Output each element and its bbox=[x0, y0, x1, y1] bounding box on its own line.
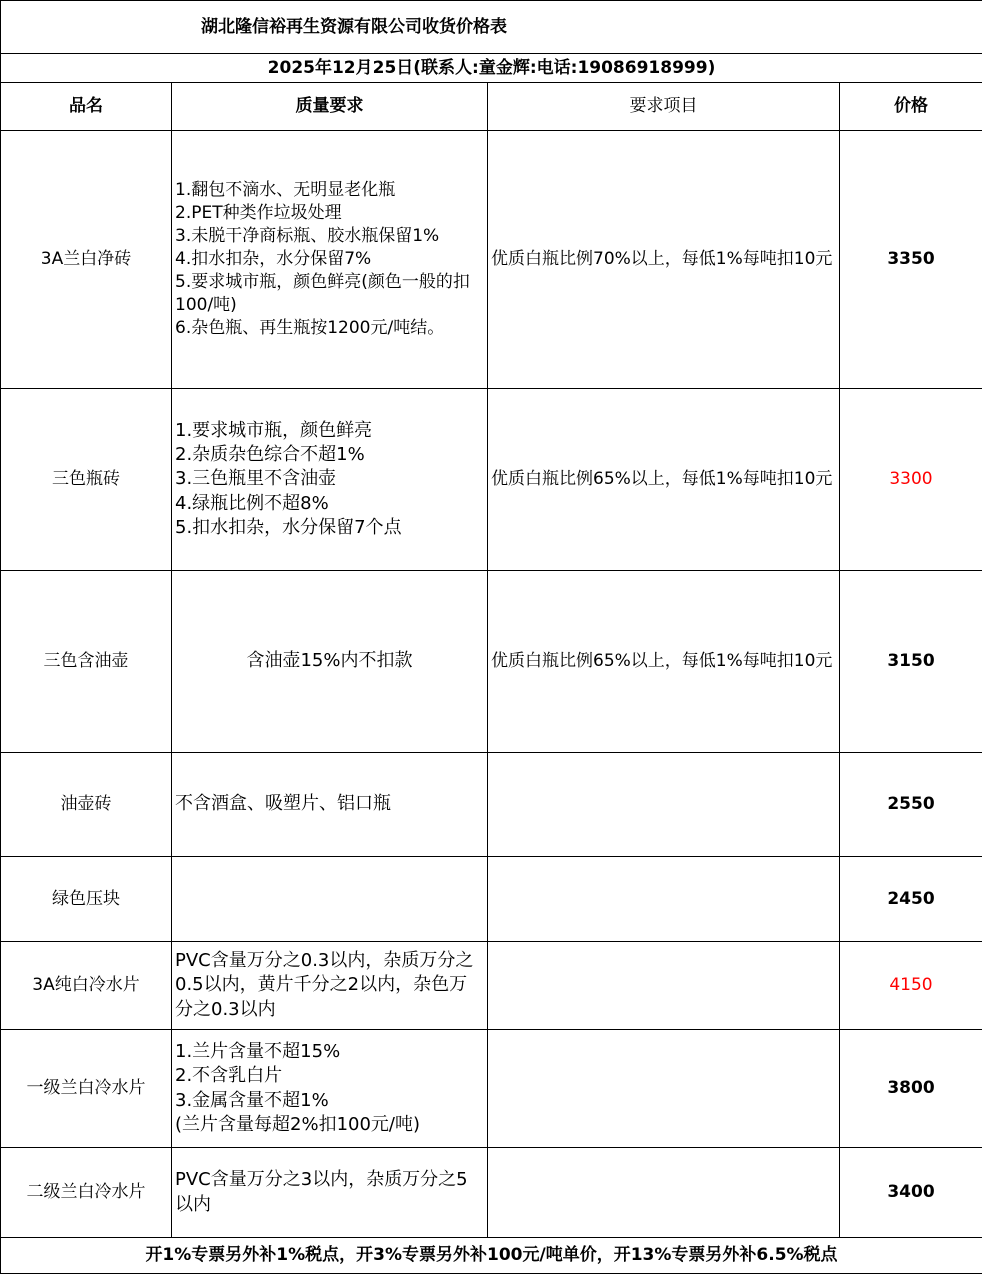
table-row bbox=[1, 131, 982, 389]
header-requirement: 要求项目 bbox=[488, 83, 840, 131]
quality-cell bbox=[172, 571, 488, 753]
quality-line: PVC含量万分之3以内，杂质万分之5以内 bbox=[175, 1168, 484, 1217]
header-quality: 质量要求 bbox=[172, 83, 488, 131]
sheet-title: 湖北隆信裕再生资源有限公司收货价格表 bbox=[1, 1, 982, 54]
table-row bbox=[1, 1030, 982, 1148]
table-row bbox=[1, 1148, 982, 1238]
requirement-cell: 优质白瓶比例65%以上，每低1%每吨扣10元 bbox=[488, 571, 840, 753]
product-name: 一级兰白冷水片 bbox=[1, 1030, 172, 1148]
quality-line: 1.兰片含量不超15% bbox=[175, 1040, 484, 1064]
quality-cell bbox=[172, 389, 488, 571]
quality-line: 1.翻包不滴水、无明显老化瓶 bbox=[175, 179, 484, 202]
header-price: 价格 bbox=[840, 83, 982, 131]
quality-cell bbox=[172, 857, 488, 942]
quality-line: 2.PET种类作垃圾处理 bbox=[175, 202, 484, 225]
date-contact-line: 2025年12月25日(联系人:童金辉:电话:19086918999) bbox=[1, 54, 982, 83]
quality-line: 4.扣水扣杂，水分保留7% bbox=[175, 248, 484, 271]
product-name: 油壶砖 bbox=[1, 753, 172, 857]
price-cell: 4150 bbox=[840, 942, 982, 1030]
table-row bbox=[1, 857, 982, 942]
quality-cell bbox=[172, 1148, 488, 1238]
requirement-cell: 优质白瓶比例70%以上，每低1%每吨扣10元 bbox=[488, 131, 840, 389]
table-row bbox=[1, 389, 982, 571]
table-row bbox=[1, 753, 982, 857]
quality-cell bbox=[172, 942, 488, 1030]
quality-line: 1.要求城市瓶，颜色鲜亮 bbox=[175, 419, 484, 443]
quality-line: 3.未脱干净商标瓶、胶水瓶保留1% bbox=[175, 225, 484, 248]
price-cell: 3300 bbox=[840, 389, 982, 571]
quality-line: 2.杂质杂色综合不超1% bbox=[175, 443, 484, 467]
requirement-cell: 优质白瓶比例65%以上，每低1%每吨扣10元 bbox=[488, 389, 840, 571]
quality-line: 3.三色瓶里不含油壶 bbox=[175, 467, 484, 491]
quality-line: PVC含量万分之0.3以内，杂质万分之0.5以内，黄片千分之2以内，杂色万分之0.3以内 bbox=[175, 949, 484, 1022]
table-row bbox=[1, 942, 982, 1030]
quality-line: 6.杂色瓶、再生瓶按1200元/吨结。 bbox=[175, 317, 484, 340]
requirement-cell bbox=[488, 942, 840, 1030]
price-cell: 3350 bbox=[840, 131, 982, 389]
requirement-cell bbox=[488, 1148, 840, 1238]
header-name: 品名 bbox=[1, 83, 172, 131]
requirement-cell bbox=[488, 1030, 840, 1148]
quality-cell bbox=[172, 753, 488, 857]
price-cell: 2550 bbox=[840, 753, 982, 857]
tax-note-footer: 开1%专票另外补1%税点，开3%专票另外补100元/吨单价，开13%专票另外补6.5%税点 bbox=[1, 1238, 982, 1274]
price-cell: 3150 bbox=[840, 571, 982, 753]
price-cell: 3800 bbox=[840, 1030, 982, 1148]
product-name: 三色瓶砖 bbox=[1, 389, 172, 571]
quality-line: 3.金属含量不超1% bbox=[175, 1089, 484, 1113]
price-cell: 3400 bbox=[840, 1148, 982, 1238]
quality-line: (兰片含量每超2%扣100元/吨) bbox=[175, 1113, 484, 1137]
requirement-cell bbox=[488, 753, 840, 857]
quality-cell bbox=[172, 131, 488, 389]
quality-cell bbox=[172, 1030, 488, 1148]
product-name: 3A纯白冷水片 bbox=[1, 942, 172, 1030]
product-name: 二级兰白冷水片 bbox=[1, 1148, 172, 1238]
table-row bbox=[1, 571, 982, 753]
price-cell: 2450 bbox=[840, 857, 982, 942]
quality-line: 不含酒盒、吸塑片、铝口瓶 bbox=[175, 792, 484, 816]
quality-line: 含油壶15%内不扣款 bbox=[175, 649, 484, 673]
product-name: 三色含油壶 bbox=[1, 571, 172, 753]
quality-line: 2.不含乳白片 bbox=[175, 1064, 484, 1088]
quality-line: 4.绿瓶比例不超8% bbox=[175, 492, 484, 516]
requirement-cell bbox=[488, 857, 840, 942]
product-name: 3A兰白净砖 bbox=[1, 131, 172, 389]
quality-line: 5.要求城市瓶，颜色鲜亮(颜色一般的扣100/吨) bbox=[175, 271, 484, 317]
product-name: 绿色压块 bbox=[1, 857, 172, 942]
quality-line: 5.扣水扣杂，水分保留7个点 bbox=[175, 516, 484, 540]
